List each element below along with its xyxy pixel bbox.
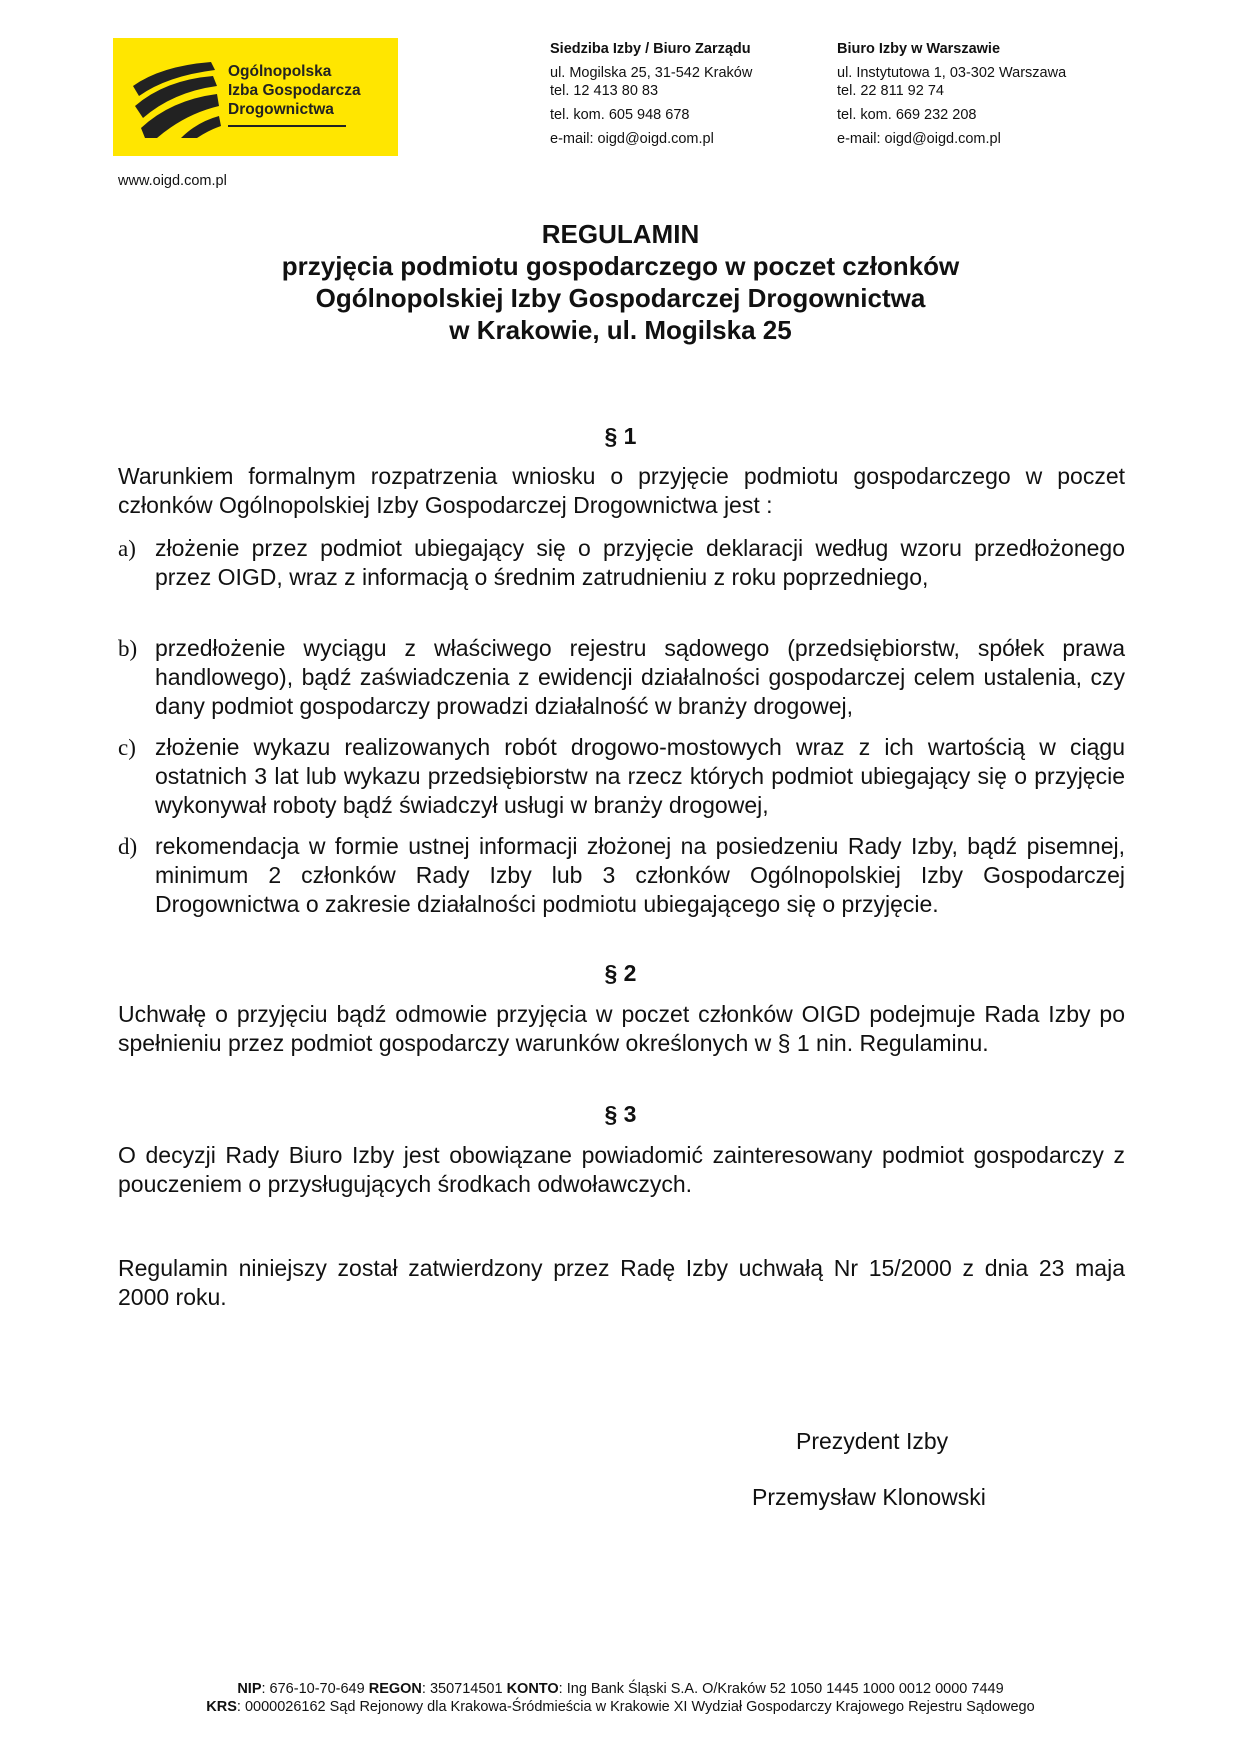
warsaw-office-address: ul. Instytutowa 1, 03-302 Warszawa bbox=[837, 65, 1067, 81]
krakow-office-phone: tel. 12 413 80 83 bbox=[550, 83, 659, 99]
logo-underline bbox=[228, 125, 346, 127]
list-item bbox=[118, 534, 1125, 592]
footer bbox=[0, 1680, 1241, 1716]
footer-line-2 bbox=[0, 1698, 1241, 1716]
warsaw-office-mobile: tel. kom. 669 232 208 bbox=[837, 107, 977, 123]
footer-line-1 bbox=[0, 1680, 1241, 1698]
title-line-4: w Krakowie, ul. Mogilska 25 bbox=[449, 315, 792, 345]
konto-value: : Ing Bank Śląski S.A. O/Kraków 52 1050 1445 1000 0012 0000 7449 bbox=[558, 1681, 1004, 1697]
krakow-office-email[interactable]: e-mail: oigd@oigd.com.pl bbox=[550, 131, 714, 147]
warsaw-office-heading: Biuro Izby w Warszawie bbox=[837, 41, 1001, 57]
list-item-label: d) bbox=[118, 834, 138, 859]
warsaw-office-block bbox=[837, 40, 1066, 148]
signature-role: Prezydent Izby bbox=[796, 1428, 949, 1454]
logo-line-1: Ogólnopolska bbox=[228, 63, 332, 80]
regon-label: REGON bbox=[368, 1681, 422, 1697]
section-2-heading: § 2 bbox=[604, 960, 637, 986]
oigd-logo bbox=[113, 38, 398, 156]
list-item-text: złożenie wykazu realizowanych robót drogowo-mostowych wraz z ich wartością w ciągu ostatnich 3 lat lub wykazu przedsiębiorstw na rzecz których podmiot ubiegający się o przyjęcie wykonywał roboty bądź świadczył usługi w branży drogowej, bbox=[155, 734, 1125, 818]
krakow-office-block bbox=[550, 40, 752, 148]
title-line-3: Ogólnopolskiej Izby Gospodarczej Drogownictwa bbox=[315, 283, 926, 313]
list-item-label: a) bbox=[118, 536, 136, 561]
list-item-label: c) bbox=[118, 735, 136, 760]
warsaw-office-phone: tel. 22 811 92 74 bbox=[837, 83, 944, 99]
nip-value: : 676-10-70-649 bbox=[261, 1681, 369, 1697]
list-item-text: przedłożenie wyciągu z właściwego rejestru sądowego (przedsiębiorstw, spółek prawa handlowego), bądź zaświadczenia z ewidencji działalności gospodarczej celem ustalenia, czy dany podmiot gospodarczy prowadzi działalność w branży drogowej, bbox=[155, 635, 1125, 719]
list-item-text: złożenie przez podmiot ubiegający się o przyjęcie deklaracji według wzoru przedłożonego przez OIGD, wraz z informacją o średnim zatrudnieniu z roku poprzedniego, bbox=[155, 535, 1125, 590]
konto-label: KONTO bbox=[506, 1681, 559, 1697]
logo-wordmark bbox=[228, 62, 361, 119]
list-item-label: b) bbox=[118, 636, 138, 661]
approval-note: Regulamin niniejszy został zatwierdzony przez Radę Izby uchwałą Nr 15/2000 z dnia 23 maja 2000 roku. bbox=[118, 1255, 1125, 1310]
website-link[interactable]: www.oigd.com.pl bbox=[118, 173, 227, 189]
krakow-office-mobile: tel. kom. 605 948 678 bbox=[550, 107, 690, 123]
logo-line-2: Izba Gospodarcza bbox=[228, 82, 361, 99]
krakow-office-heading: Siedziba Izby / Biuro Zarządu bbox=[550, 41, 751, 57]
road-lines-icon bbox=[131, 60, 223, 138]
section-3-text: O decyzji Rady Biuro Izby jest obowiązane powiadomić zainteresowany podmiot gospodarczy z pouczeniem o przysługujących środkach odwoławczych. bbox=[118, 1142, 1125, 1197]
list-item bbox=[118, 733, 1125, 820]
signature-name: Przemysław Klonowski bbox=[752, 1484, 986, 1510]
list-item bbox=[118, 832, 1125, 919]
section-3-heading: § 3 bbox=[604, 1101, 637, 1127]
title-line-1: REGULAMIN bbox=[541, 219, 700, 249]
regon-value: : 350714501 bbox=[421, 1681, 507, 1697]
section-2-text: Uchwałę o przyjęciu bądź odmowie przyjęcia w poczet członków OIGD podejmuje Rada Izby po spełnieniu przez podmiot gospodarczy warunków określonych w § 1 nin. Regulaminu. bbox=[118, 1001, 1125, 1056]
nip-label: NIP bbox=[237, 1681, 262, 1697]
title-line-2: przyjęcia podmiotu gospodarczego w poczet członków bbox=[281, 251, 960, 281]
section-1-intro: Warunkiem formalnym rozpatrzenia wniosku o przyjęcie podmiotu gospodarczego w poczet członków Ogólnopolskiej Izby Gospodarczej Drogownictwa jest : bbox=[118, 463, 1125, 518]
krs-value: : 0000026162 Sąd Rejonowy dla Krakowa-Śródmieścia w Krakowie XI Wydział Gospodarczy Krajowego Rejestru Sądowego bbox=[236, 1699, 1035, 1715]
list-item-text: rekomendacja w formie ustnej informacji złożonej na posiedzeniu Rady Izby, bądź pisemnej, minimum 2 członków Rady Izby lub 3 członków Ogólnopolskiej Izby Gospodarczej Drogownictwa o zakresie działalności podmiotu ubiegającego się o przyjęcie. bbox=[155, 833, 1125, 917]
section-1-heading: § 1 bbox=[604, 423, 637, 449]
document-title bbox=[0, 218, 1241, 346]
krakow-office-address: ul. Mogilska 25, 31-542 Kraków bbox=[550, 65, 753, 81]
krs-label: KRS bbox=[206, 1699, 237, 1715]
logo-line-3: Drogownictwa bbox=[228, 101, 334, 118]
warsaw-office-email[interactable]: e-mail: oigd@oigd.com.pl bbox=[837, 131, 1001, 147]
list-item bbox=[118, 634, 1125, 721]
